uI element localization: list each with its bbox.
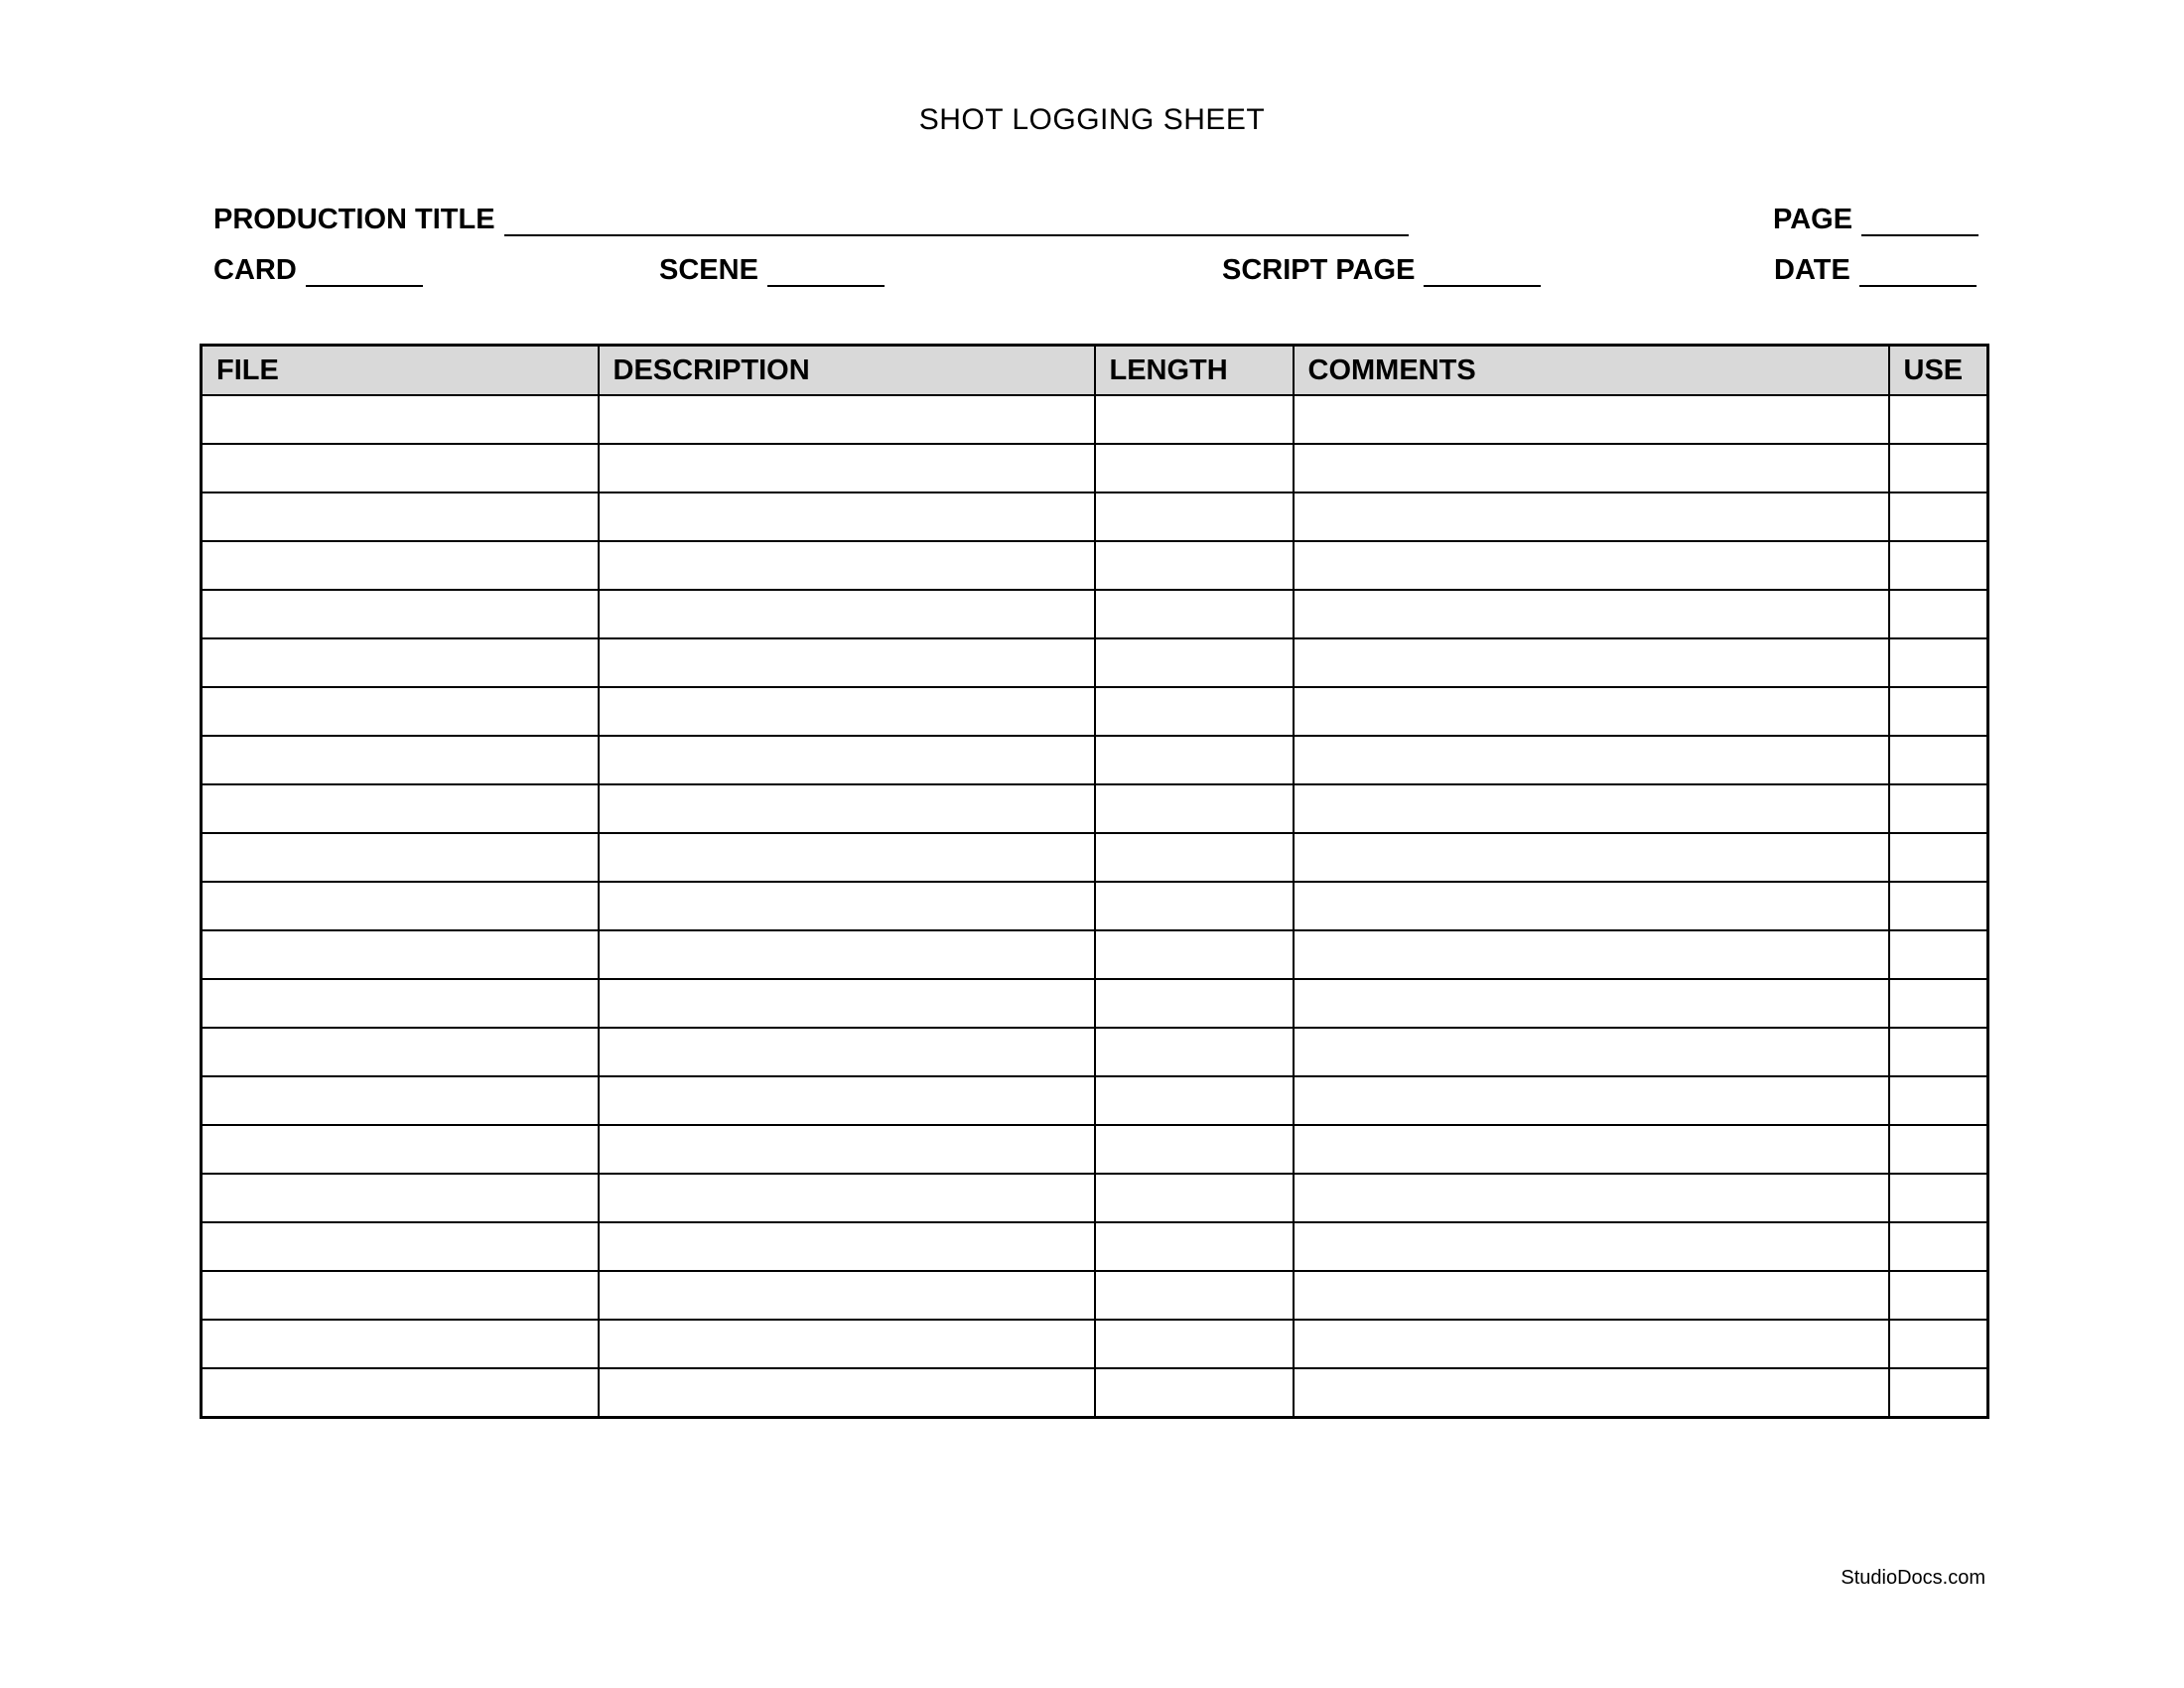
description-cell[interactable]	[599, 687, 1095, 736]
file-cell[interactable]	[202, 492, 599, 541]
table-row	[202, 1368, 1988, 1418]
length-cell[interactable]	[1095, 638, 1294, 687]
use-cell[interactable]	[1889, 1125, 1988, 1174]
table-row	[202, 1320, 1988, 1368]
length-cell[interactable]	[1095, 395, 1294, 444]
use-cell[interactable]	[1889, 541, 1988, 590]
table-row	[202, 1125, 1988, 1174]
length-cell[interactable]	[1095, 1368, 1294, 1418]
file-cell[interactable]	[202, 1174, 599, 1222]
table-row	[202, 784, 1988, 833]
length-cell[interactable]	[1095, 1320, 1294, 1368]
script-page-label: SCRIPT PAGE	[1222, 254, 1416, 286]
description-cell[interactable]	[599, 784, 1095, 833]
use-cell[interactable]	[1889, 1368, 1988, 1418]
table-row	[202, 833, 1988, 882]
page-field[interactable]	[1773, 204, 1979, 236]
table-row	[202, 492, 1988, 541]
file-cell[interactable]	[202, 736, 599, 784]
table-body	[202, 395, 1988, 1418]
length-cell[interactable]	[1095, 1271, 1294, 1320]
comments-cell[interactable]	[1294, 1174, 1889, 1222]
length-cell[interactable]	[1095, 492, 1294, 541]
file-cell[interactable]	[202, 784, 599, 833]
length-cell[interactable]	[1095, 784, 1294, 833]
use-cell[interactable]	[1889, 395, 1988, 444]
description-cell[interactable]	[599, 736, 1095, 784]
date-line[interactable]	[1859, 255, 1977, 287]
table-row	[202, 882, 1988, 930]
length-cell[interactable]	[1095, 833, 1294, 882]
file-cell[interactable]	[202, 395, 599, 444]
file-cell[interactable]	[202, 882, 599, 930]
date-field[interactable]	[1774, 254, 1977, 287]
script-page-line[interactable]	[1424, 255, 1541, 287]
file-cell[interactable]	[202, 1222, 599, 1271]
use-cell[interactable]	[1889, 784, 1988, 833]
comments-cell[interactable]	[1294, 492, 1889, 541]
scene-line[interactable]	[767, 255, 885, 287]
column-header-length: LENGTH	[1095, 346, 1294, 396]
production-title-line[interactable]	[504, 205, 1409, 236]
length-cell[interactable]	[1095, 590, 1294, 638]
file-cell[interactable]	[202, 687, 599, 736]
file-cell[interactable]	[202, 833, 599, 882]
comments-cell[interactable]	[1294, 1076, 1889, 1125]
table-row	[202, 444, 1988, 492]
scene-label: SCENE	[659, 254, 758, 286]
use-cell[interactable]	[1889, 638, 1988, 687]
page-label: PAGE	[1773, 204, 1853, 235]
production-title-label: PRODUCTION TITLE	[213, 204, 495, 235]
file-cell[interactable]	[202, 930, 599, 979]
description-cell[interactable]	[599, 833, 1095, 882]
table-row	[202, 395, 1988, 444]
page-line[interactable]	[1861, 205, 1979, 236]
comments-cell[interactable]	[1294, 444, 1889, 492]
footer-credit: StudioDocs.com	[1841, 1567, 1985, 1589]
comments-cell[interactable]	[1294, 1125, 1889, 1174]
comments-cell[interactable]	[1294, 736, 1889, 784]
comments-cell[interactable]	[1294, 687, 1889, 736]
comments-cell[interactable]	[1294, 1368, 1889, 1418]
comments-cell[interactable]	[1294, 395, 1889, 444]
table-row	[202, 736, 1988, 784]
use-cell[interactable]	[1889, 590, 1988, 638]
use-cell[interactable]	[1889, 1028, 1988, 1076]
comments-cell[interactable]	[1294, 882, 1889, 930]
file-cell[interactable]	[202, 638, 599, 687]
description-cell[interactable]	[599, 590, 1095, 638]
use-cell[interactable]	[1889, 1271, 1988, 1320]
use-cell[interactable]	[1889, 882, 1988, 930]
column-header-comments: COMMENTS	[1294, 346, 1889, 396]
description-cell[interactable]	[599, 444, 1095, 492]
shot-log-table	[200, 344, 1989, 1419]
length-cell[interactable]	[1095, 1076, 1294, 1125]
table-row	[202, 930, 1988, 979]
file-cell[interactable]	[202, 444, 599, 492]
description-cell[interactable]	[599, 492, 1095, 541]
use-cell[interactable]	[1889, 736, 1988, 784]
use-cell[interactable]	[1889, 930, 1988, 979]
card-line[interactable]	[306, 255, 423, 287]
date-label: DATE	[1774, 254, 1850, 286]
use-cell[interactable]	[1889, 1174, 1988, 1222]
table-row	[202, 1028, 1988, 1076]
file-cell[interactable]	[202, 541, 599, 590]
comments-cell[interactable]	[1294, 784, 1889, 833]
use-cell[interactable]	[1889, 1076, 1988, 1125]
description-cell[interactable]	[599, 638, 1095, 687]
comments-cell[interactable]	[1294, 930, 1889, 979]
table-row	[202, 1271, 1988, 1320]
use-cell[interactable]	[1889, 1320, 1988, 1368]
use-cell[interactable]	[1889, 833, 1988, 882]
length-cell[interactable]	[1095, 687, 1294, 736]
description-cell[interactable]	[599, 395, 1095, 444]
card-field[interactable]	[213, 254, 423, 287]
description-cell[interactable]	[599, 1174, 1095, 1222]
table-row	[202, 638, 1988, 687]
length-cell[interactable]	[1095, 1222, 1294, 1271]
production-title-field[interactable]	[213, 204, 1409, 236]
description-cell[interactable]	[599, 979, 1095, 1028]
comments-cell[interactable]	[1294, 638, 1889, 687]
use-cell[interactable]	[1889, 444, 1988, 492]
description-cell[interactable]	[599, 930, 1095, 979]
description-cell[interactable]	[599, 1222, 1095, 1271]
table-row	[202, 590, 1988, 638]
table-row	[202, 1174, 1988, 1222]
file-cell[interactable]	[202, 1076, 599, 1125]
script-page-field[interactable]	[1222, 254, 1541, 287]
comments-cell[interactable]	[1294, 833, 1889, 882]
comments-cell[interactable]	[1294, 590, 1889, 638]
scene-field[interactable]	[659, 254, 885, 287]
length-cell[interactable]	[1095, 1174, 1294, 1222]
comments-cell[interactable]	[1294, 1320, 1889, 1368]
file-cell[interactable]	[202, 1271, 599, 1320]
comments-cell[interactable]	[1294, 1028, 1889, 1076]
description-cell[interactable]	[599, 1368, 1095, 1418]
description-cell[interactable]	[599, 1271, 1095, 1320]
description-cell[interactable]	[599, 1125, 1095, 1174]
use-cell[interactable]	[1889, 979, 1988, 1028]
use-cell[interactable]	[1889, 492, 1988, 541]
length-cell[interactable]	[1095, 979, 1294, 1028]
description-cell[interactable]	[599, 541, 1095, 590]
column-header-file: FILE	[202, 346, 599, 396]
comments-cell[interactable]	[1294, 541, 1889, 590]
table-row	[202, 1222, 1988, 1271]
length-cell[interactable]	[1095, 1125, 1294, 1174]
length-cell[interactable]	[1095, 736, 1294, 784]
table-header-row	[202, 346, 1988, 396]
description-cell[interactable]	[599, 1076, 1095, 1125]
description-cell[interactable]	[599, 1320, 1095, 1368]
length-cell[interactable]	[1095, 930, 1294, 979]
length-cell[interactable]	[1095, 882, 1294, 930]
column-header-description: DESCRIPTION	[599, 346, 1095, 396]
length-cell[interactable]	[1095, 444, 1294, 492]
description-cell[interactable]	[599, 882, 1095, 930]
file-cell[interactable]	[202, 590, 599, 638]
file-cell[interactable]	[202, 979, 599, 1028]
comments-cell[interactable]	[1294, 1222, 1889, 1271]
description-cell[interactable]	[599, 1028, 1095, 1076]
length-cell[interactable]	[1095, 1028, 1294, 1076]
table-row	[202, 687, 1988, 736]
table-row	[202, 541, 1988, 590]
column-header-use: USE	[1889, 346, 1988, 396]
file-cell[interactable]	[202, 1028, 599, 1076]
file-cell[interactable]	[202, 1125, 599, 1174]
length-cell[interactable]	[1095, 541, 1294, 590]
use-cell[interactable]	[1889, 1222, 1988, 1271]
comments-cell[interactable]	[1294, 1271, 1889, 1320]
use-cell[interactable]	[1889, 687, 1988, 736]
file-cell[interactable]	[202, 1368, 599, 1418]
file-cell[interactable]	[202, 1320, 599, 1368]
comments-cell[interactable]	[1294, 979, 1889, 1028]
table-row	[202, 1076, 1988, 1125]
card-label: CARD	[213, 254, 297, 286]
table-row	[202, 979, 1988, 1028]
sheet-title: SHOT LOGGING SHEET	[918, 103, 1266, 136]
